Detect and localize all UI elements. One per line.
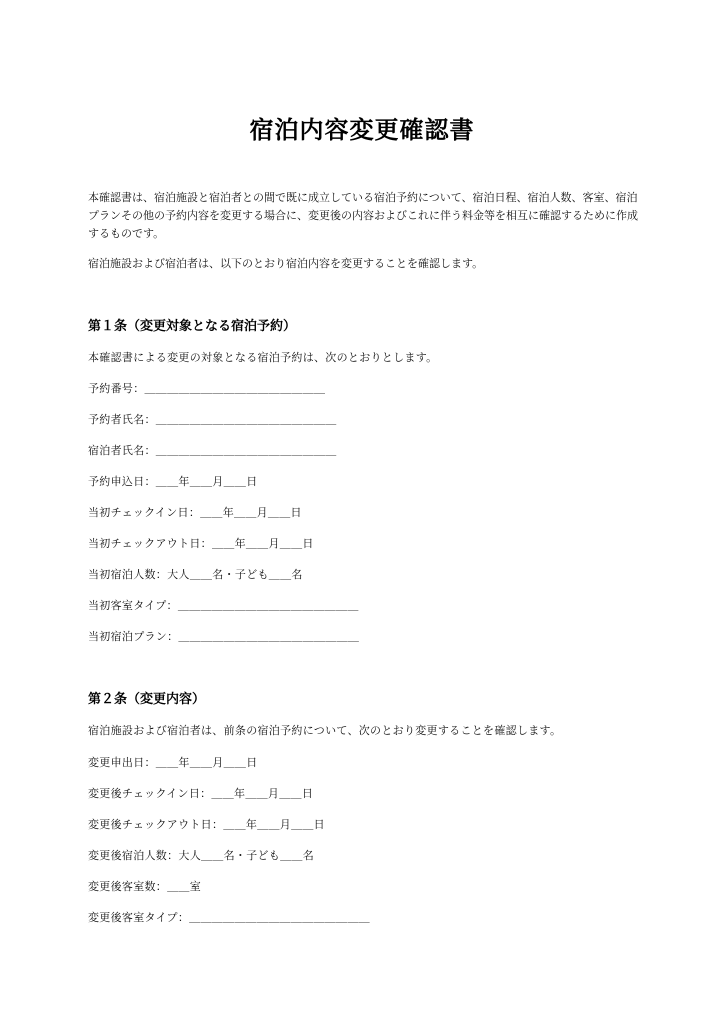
field-new-checkin: 変更後チェックイン日：＿＿年＿＿月＿＿日 xyxy=(88,787,314,800)
section-1-heading: 第１条（変更対象となる宿泊予約） xyxy=(88,319,297,334)
intro-confirmation: 宿泊施設および宿泊者は、以下のとおり宿泊内容を変更することを確認します。 xyxy=(88,257,484,270)
field-booker-name: 予約者氏名：＿＿＿＿＿＿＿＿＿＿＿＿＿＿＿＿ xyxy=(88,413,337,426)
field-booking-date: 予約申込日：＿＿年＿＿月＿＿日 xyxy=(88,475,258,488)
field-original-plan: 当初宿泊プラン：＿＿＿＿＿＿＿＿＿＿＿＿＿＿＿＿ xyxy=(88,630,360,643)
field-new-guest-count: 変更後宿泊人数：大人＿＿名・子ども＿＿名 xyxy=(88,849,314,862)
field-original-guest-count: 当初宿泊人数：大人＿＿名・子ども＿＿名 xyxy=(88,568,303,581)
field-change-request-date: 変更申出日：＿＿年＿＿月＿＿日 xyxy=(88,756,258,769)
section-2-lead: 宿泊施設および宿泊者は、前条の宿泊予約について、次のとおり変更することを確認します。 xyxy=(88,724,562,737)
section-1-lead: 本確認書による変更の対象となる宿泊予約は、次のとおりとします。 xyxy=(88,351,438,364)
field-original-room-type: 当初客室タイプ：＿＿＿＿＿＿＿＿＿＿＿＿＿＿＿＿ xyxy=(88,599,359,612)
intro-paragraph: 本確認書は、宿泊施設と宿泊者との間で既に成立している宿泊予約について、宿泊日程、宿泊人数、客室、宿泊プランその他の予約内容を変更する場合に、変更後の内容およびこれに伴う料金等を相互に確認するために作成するものです。 xyxy=(88,191,638,240)
field-new-checkout: 変更後チェックアウト日：＿＿年＿＿月＿＿日 xyxy=(88,818,325,831)
field-new-room-type: 変更後客室タイプ：＿＿＿＿＿＿＿＿＿＿＿＿＿＿＿＿ xyxy=(88,911,370,924)
field-reservation-number: 予約番号：＿＿＿＿＿＿＿＿＿＿＿＿＿＿＿＿ xyxy=(88,382,326,395)
field-original-checkin: 当初チェックイン日：＿＿年＿＿月＿＿日 xyxy=(88,506,302,519)
field-guest-name: 宿泊者氏名：＿＿＿＿＿＿＿＿＿＿＿＿＿＿＿＿ xyxy=(88,444,337,457)
field-new-room-count: 変更後客室数：＿＿室 xyxy=(88,880,201,893)
field-original-checkout: 当初チェックアウト日：＿＿年＿＿月＿＿日 xyxy=(88,537,314,550)
document-title: 宿泊内容変更確認書 xyxy=(249,116,475,144)
section-2-heading: 第２条（変更内容） xyxy=(88,692,206,707)
